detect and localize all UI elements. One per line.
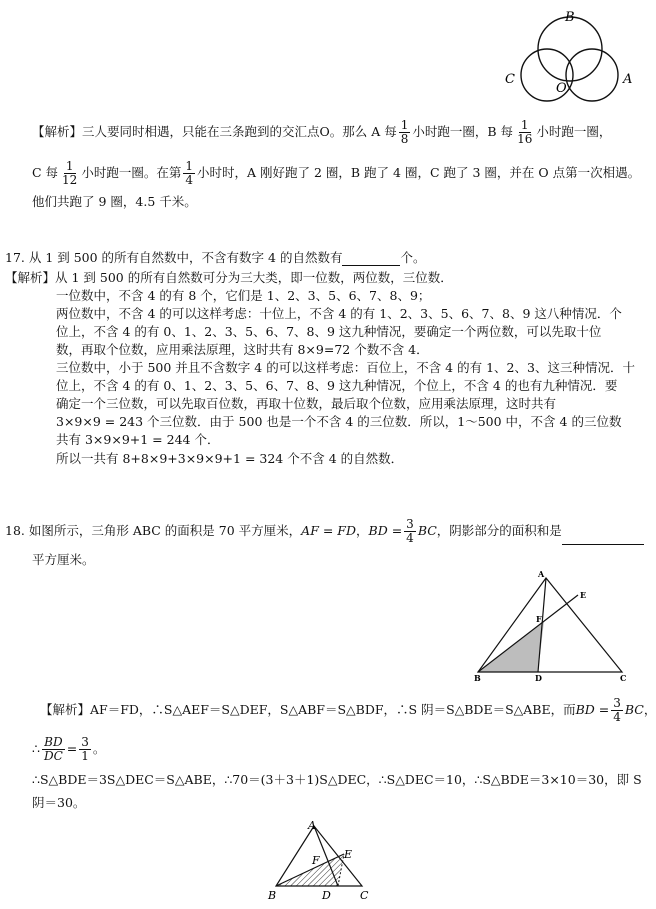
label-b: B [565, 10, 575, 25]
p18-question: 18. 如图所示，三角形 ABC 的面积是 70 平方厘米，AF = FD，BD = $\frac{3}{4}$ BC，阴影部分的面积和是 [5, 518, 644, 545]
tri-label-b: B [474, 673, 481, 683]
fraction-1-8: $\frac{1}{8}$ [400, 118, 409, 146]
p17-s5: 数，再取个位数，应用乘法原理，这时共有 8×9=72 个数不含 4． [56, 342, 429, 357]
p18-s1: 【解析】AF＝FD，∴S△AEF＝S△DEF，S△ABF＝S△BDF，∴S 阴＝S△BDE＝S△ABE，而BD = $\frac{3}{4}$ BC， [40, 696, 656, 724]
p17-s4: 位上，不含 4 的有 0、1、2、3、5、6、7、8、9 这九种情况，要确定一个两位数，可以先取十位 [56, 324, 602, 339]
answer-blank-18 [562, 530, 644, 545]
p17-question: 17. 从 1 到 500 的所有自然数中，不含有数字 4 的自然数有 个。 [5, 250, 426, 265]
fraction-3-1: $\frac{3}{1}$ [81, 735, 89, 763]
label-c: C [505, 72, 515, 87]
p18-s4: 阴＝30。 [32, 795, 86, 810]
p16-line3: 他们共跑了 9 圈，4.5 千米。 [32, 194, 197, 209]
fraction-1-4: $\frac{1}{4}$ [185, 159, 193, 187]
tri2-label-c: C [360, 889, 369, 902]
p17-s3: 两位数中，不含 4 的可以这样考虑：十位上，不含 4 的有 1、2、3、5、6、7、8、9 这八种情况．个 [56, 306, 622, 321]
tri-label-a: A [538, 569, 545, 579]
p16-line1: 【解析】三人要同时相遇，只能在三条跑到的交汇点O。那么 A 每 $\frac{1}{8}$ 小时跑一圈，B 每 $\frac{1}{16}$ 小时跑一圈， [32, 118, 612, 146]
triangle-figure [470, 568, 640, 683]
tri-label-f: F [536, 614, 542, 624]
p18-question-end: 平方厘米。 [32, 552, 95, 567]
fraction-3-4: $\frac{3}{4}$ [406, 517, 414, 545]
p17-s8: 确定一个三位数，可以先取百位数，再取十位数，最后取个位数，应用乘法原理，这时共有 [56, 396, 557, 411]
fraction-3-4-solution: $\frac{3}{4}$ [613, 696, 621, 724]
p18-s3: ∴S△BDE＝3S△DEC＝S△ABE，∴70＝(3＋3＋1)S△DEC，∴S△DEC＝10，∴S△BDE＝3×10＝30，即 S [32, 772, 642, 787]
eq-af-fd: AF = FD [301, 523, 356, 538]
p17-s10: 共有 3×9×9+1 = 244 个． [56, 432, 220, 447]
tri2-label-d: D [322, 889, 331, 902]
fraction-1-16: $\frac{1}{16}$ [517, 118, 533, 146]
label-a: A [623, 72, 633, 87]
label-o: O [556, 81, 567, 96]
tri2-label-b: B [268, 889, 277, 902]
fraction-bd-dc: $\frac{BD}{DC}$ [43, 735, 63, 763]
p17-s2: 一位数中，不含 4 的有 8 个，它们是 1、2、3、5、6、7、8、9； [56, 288, 431, 303]
circle-a [566, 49, 618, 101]
p17-s11: 所以一共有 8+8×9+3×9×9+1 = 324 个不含 4 的自然数． [56, 451, 404, 466]
tri2-label-f: F [312, 854, 320, 867]
tri2-label-a: A [308, 819, 316, 832]
fraction-1-12: $\frac{1}{12}$ [62, 159, 78, 187]
p17-s1: 【解析】从 1 到 500 的所有自然数可分为三大类，即一位数，两位数，三位数． [5, 270, 453, 285]
answer-blank-17 [342, 251, 400, 266]
three-circles-figure [495, 5, 645, 105]
p17-s7: 位上，不含 4 的有 0、1、2、3、5、6、7、8、9 这九种情况，个位上，不含 4 的也有九种情况．要 [56, 378, 618, 393]
triangle-figure-solution [262, 818, 382, 906]
p17-s6: 三位数中，小于 500 并且不含数字 4 的可以这样考虑：百位上，不含 4 的有 1、2、3、这三种情况．十 [56, 360, 635, 375]
p16-line2: C 每 $\frac{1}{12}$ 小时跑一圈。在第 $\frac{1}{4}$ 小时时，A 刚好跑了 2 圈，B 跑了 4 圈，C 跑了 3 圈，并在 O 点第一次相遇。 [32, 159, 641, 187]
tri-label-e: E [580, 590, 587, 600]
p18-s2: ∴ $\frac{BD}{DC}$ = $\frac{3}{1}$ 。 [32, 735, 106, 763]
p17-s9: 3×9×9 = 243 个三位数．由于 500 也是一个不含 4 的三位数．所以，1～500 中，不含 4 的三位数 [56, 414, 622, 429]
tri-label-c: C [620, 673, 627, 683]
tri2-label-e: E [344, 848, 353, 861]
tri-label-d: D [535, 673, 542, 683]
